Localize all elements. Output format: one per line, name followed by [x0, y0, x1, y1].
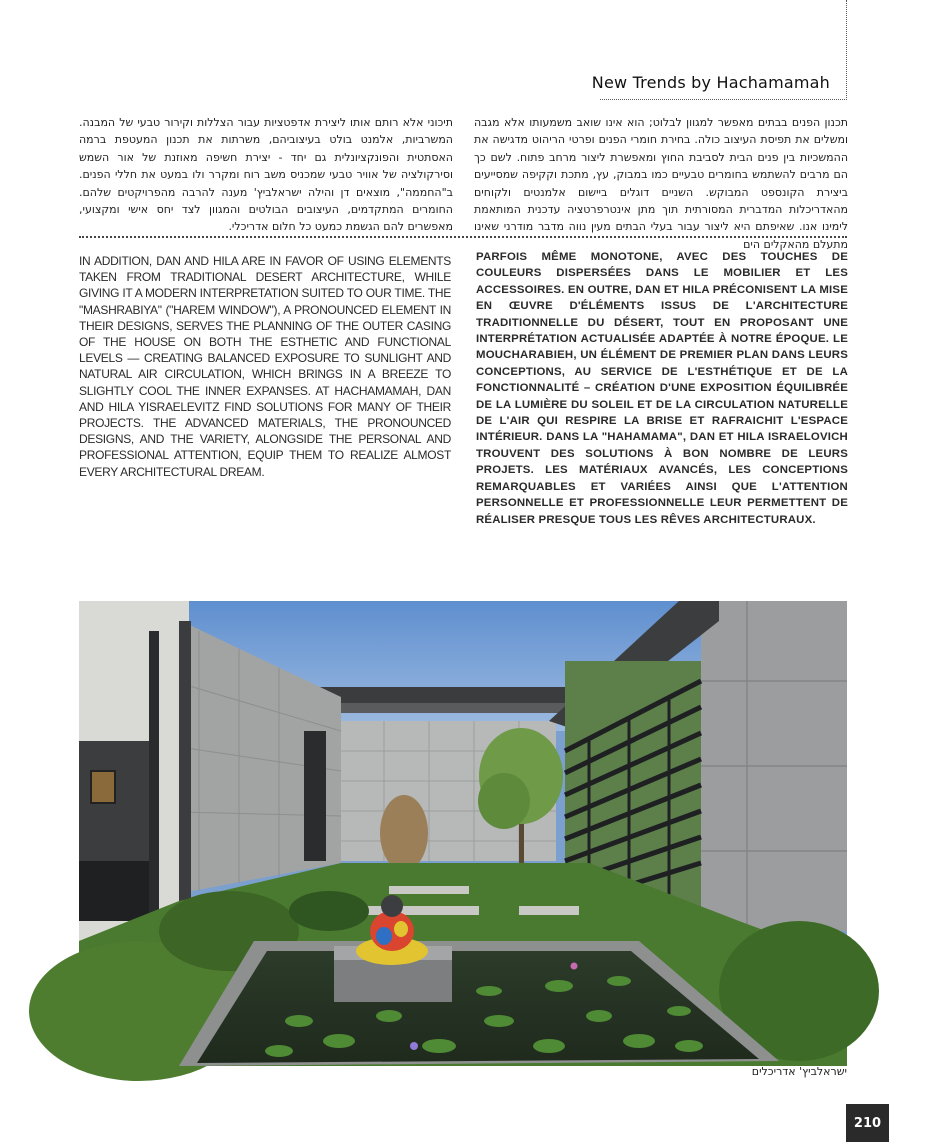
hebrew-column-left: תיכוני אלא רותם אותו ליצירת אדפטציות עבור הצללות וקירור טבעי של המבנה. המשרביות, אלמנט בולט בעיצוביהם, משרתות את תכנון המעטפת ברמה האסתטית והפונקציונלית גם יחד - יצירת חשיפה מאוזנת של אור השמש וסירקולציה של אוויר טבעי שמכניס משב רוח ומקרר ולו במעט את חללי הפנים. ב"החממה", מוצאים דן והילה ישראלביץ' מענה להרבה מהפרויקטים שלהם. החומרים המתקדמים, העיצובים הבולטים והמגוון לצד יחס אישי ומקצועי, מאפשרים להם הגשמת כמעט כל חלום אדריכלי.: [79, 116, 453, 234]
photo-credit-caption: ישראלביץ' אדריכלים: [751, 1065, 847, 1078]
stepping-stone: [389, 886, 469, 894]
pergola-beam: [301, 687, 591, 703]
courtyard-photo: [79, 601, 847, 1066]
side-door: [304, 731, 326, 861]
header-vertical-rule: [846, 0, 847, 100]
section-dotted-divider: [79, 236, 847, 238]
stepping-stone: [519, 906, 579, 915]
running-header-title: New Trends by Hachamamah: [591, 73, 830, 92]
courtyard-illustration: [79, 601, 847, 1066]
page-number: 210: [846, 1104, 889, 1142]
dry-shrub: [380, 795, 428, 871]
hebrew-column-right: תכנון הפנים בבתים מאפשר למגוון לבלוט; הוא אינו שואב משמעותו אלא מגבה ומשלים את תפיסת העיצוב כולה. בחירת חומרי הפנים ופרטי הריהוט מדגישה את ההמשכיות בין פנים הבית לסביבת החוץ ומאפשרת ליצור מרחב פתוח. לשם כך הם מרבים להשתמש בחומרים טבעיים כמו במבוק, עץ, מתכת וקקיפה שמסייעים ביצירת הקונספט המבוקש. השניים דוגלים ביישום אלמנטים ולקוחים מהאדריכלות המדברית המסורתית תוך מתן אינטרפרטציה עדכנית המותאמת לימינו אנו. שאיפתם היא ליצור עבור בעלי הבתים מעין נווה מדבר מודרני שאינו מתעלם מהאקלים הים: [474, 116, 848, 251]
header-dotted-rule: [600, 99, 847, 100]
english-body-text: IN ADDITION, DAN AND HILA ARE IN FAVOR OF USING ELEMENTS TAKEN FROM TRADITIONAL DESERT ARCHITECTURE, WHILE GIVING IT A MODERN INTERPRETATION SUITED TO OUR TIME. THE "MASHRABIYA" ("HAREM WINDOW"), A PRONOUNCED ELEMENT IN THEIR DESIGNS, SERVES THE PLANNING OF THE OUTER CASING OF THE HOUSE ON BOTH THE ESTHETIC AND FUNCTIONAL LEVELS — CREATING BALANCED EXPOSURE TO SUNLIGHT AND NATURAL AIR CIRCULATION, WHICH BRINGS IN A BREEZE TO SLIGHTLY COOL THE INNER EXPANSES. AT HACHAMAMAH, DAN AND HILA YISRAELEVITZ FIND SOLUTIONS FOR MANY OF THEIR PROJECTS. THE ADVANCED MATERIALS, THE PRONOUNCED DESIGNS, AND THE VARIETY, ALONGSIDE THE PERSONAL AND PROFESSIONAL ATTENTION, EQUIP THEM TO REALIZE ALMOST EVERY ARCHITECTURAL DREAM.: [79, 254, 451, 479]
french-body-text: PARFOIS MÊME MONOTONE, AVEC DES TOUCHES DE COULEURS DISPERSÉES DANS LE MOBILIER ET LES ACCESSOIRES. EN OUTRE, DAN ET HILA PRÉCONISENT LA MISE EN ŒUVRE D'ÉLÉMENTS ISSUS DE L'ARCHITECTURE TRADITIONNELLE DU DÉSERT, TOUT EN PROPOSANT UNE INTERPRÉTATION ACTUALISÉE ADAPTÉE À NOTRE ÉPOQUE. LE MOUCHARABIEH, UN ÉLÉMENT DE PREMIER PLAN DANS LEURS CONCEPTIONS, AU SERVICE DE L'ESTHÉTIQUE ET DE LA FONCTIONNALITÉ – CRÉATION D'UNE EXPOSITION ÉQUILIBRÉE DE LA LUMIÈRE DU SOLEIL ET DE LA CIRCULATION NATURELLE DE L'AIR QUI RESPIRE LA BRISE ET RAFRAICHIT L'ESPACE INTÉRIEUR. DANS LA "HAHAMAMA", DAN ET HILA ISRAELOVICH TROUVENT DES SOLUTIONS À BON NOMBRE DE LEURS PROJETS. LES MATÉRIAUX AVANCÉS, LES CONCEPTIONS REMARQUABLES ET VARIÉES AINSI QUE L'ATTENTION PERSONNELLE ET PROFESSIONNELLE LEUR PERMETTENT DE RÉALISER PRESQUE TOUS LES RÊVES ARCHITECTURAUX.: [476, 251, 848, 526]
